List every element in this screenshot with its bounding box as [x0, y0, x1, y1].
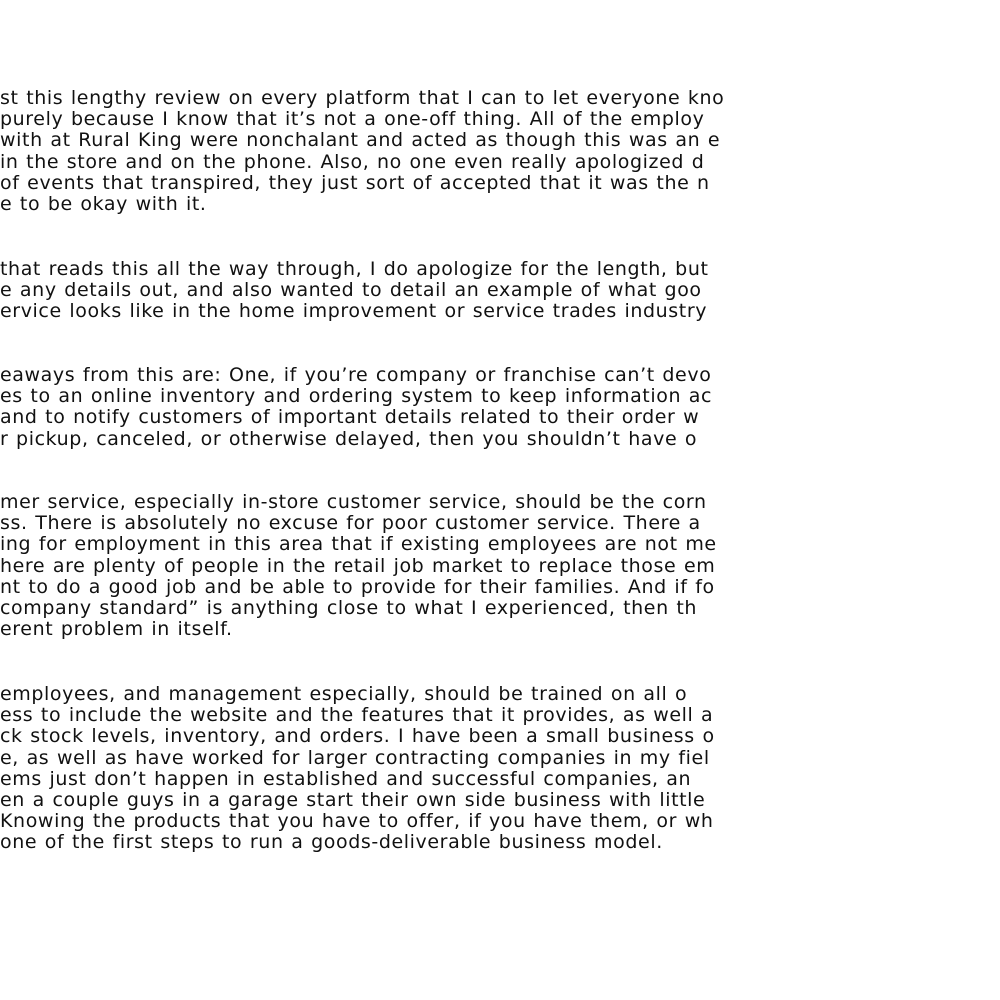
text-line: st this lengthy review on every platform that I can to let everyone kno — [0, 88, 725, 109]
text-line: e, as well as have worked for larger contracting companies in my fiel — [0, 747, 710, 769]
text-line: here are plenty of people in the retail job market to replace those em — [0, 555, 716, 577]
text-line: eaways from this are: One, if you’re company or franchise can’t devo — [0, 365, 712, 386]
text-line: Knowing the products that you have to offer, if you have them, or wh — [0, 811, 714, 833]
text-line: mer service, especially in-store customer service, should be the corn — [0, 492, 707, 513]
paragraph-4 — [0, 492, 1000, 640]
text-line: ing for employment in this area that if existing employees are not me — [0, 534, 717, 556]
text-line: erent problem in itself. — [0, 619, 233, 641]
paragraph-2 — [0, 259, 1000, 323]
text-line: ervice looks like in the home improvement or service trades industry — [0, 301, 708, 323]
text-line: one of the first steps to run a goods-deliverable business model. — [0, 832, 663, 854]
text-line: nt to do a good job and be able to provide for their families. And if fo — [0, 576, 715, 598]
text-line: in the store and on the phone. Also, no one even really apologized d — [0, 151, 705, 173]
text-line: and to notify customers of important details related to their order w — [0, 407, 700, 429]
paragraph-1 — [0, 88, 1000, 215]
text-line: purely because I know that it’s not a one-off thing. All of the employ — [0, 109, 705, 131]
paragraph-5 — [0, 684, 1000, 854]
text-line: ess to include the website and the features that it provides, as well a — [0, 705, 714, 727]
text-line: employees, and management especially, should be trained on all o — [0, 684, 688, 705]
text-line: that reads this all the way through, I do apologize for the length, but — [0, 259, 709, 280]
text-line: ss. There is absolutely no excuse for poor customer service. There a — [0, 513, 701, 535]
text-line: es to an online inventory and ordering system to keep information ac — [0, 386, 713, 408]
text-line: e any details out, and also wanted to detail an example of what goo — [0, 280, 702, 302]
text-line: ck stock levels, inventory, and orders. I have been a small business o — [0, 726, 715, 748]
text-line: with at Rural King were nonchalant and acted as though this was an e — [0, 130, 721, 152]
text-line: ems just don’t happen in established and successful companies, an — [0, 768, 692, 790]
text-line: company standard” is anything close to what I experienced, then th — [0, 597, 698, 619]
text-line: of events that transpired, they just sort of accepted that it was the n — [0, 172, 710, 194]
text-line: e to be okay with it. — [0, 193, 207, 215]
text-line: en a couple guys in a garage start their own side business with little — [0, 789, 706, 811]
text-line: r pickup, canceled, or otherwise delayed, then you shouldn’t have o — [0, 428, 698, 450]
paragraph-3 — [0, 365, 1000, 450]
